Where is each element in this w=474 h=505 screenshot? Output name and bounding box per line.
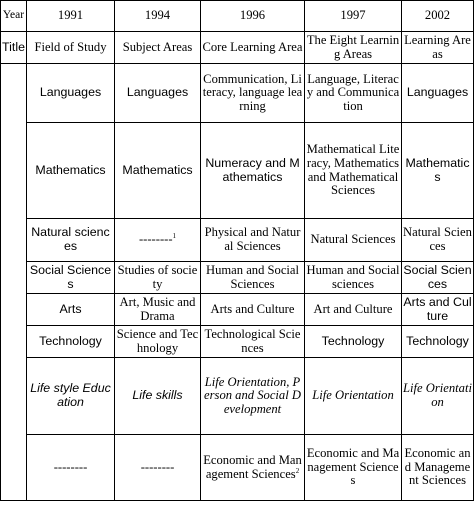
table-cell: Languages: [115, 64, 201, 123]
year-1991: 1991: [27, 1, 115, 32]
row-label-title: Title: [1, 32, 27, 64]
table-cell: Life style Education: [27, 358, 115, 435]
table-cell: --------: [115, 435, 201, 501]
table-cell: Technology: [305, 326, 402, 358]
table-cell: Technology: [402, 326, 474, 358]
table-cell: Mathematical Literacy, Mathematics and Mathematical Sciences: [305, 123, 402, 219]
table-row: [1, 326, 474, 358]
table-cell: Life Orientation: [402, 358, 474, 435]
year-2002: 2002: [402, 1, 474, 32]
table-cell: Studies of society: [115, 262, 201, 294]
year-1996: 1996: [201, 1, 305, 32]
table-cell: Mathematics: [115, 123, 201, 219]
cell-text: Economic and Management Sciences: [203, 452, 302, 481]
table-cell: Life Orientation: [305, 358, 402, 435]
table-row: [1, 123, 474, 219]
year-header-cell: Year: [1, 1, 27, 32]
table-cell: Technology: [27, 326, 115, 358]
table-cell: --------: [27, 435, 115, 501]
table-cell: Field of Study: [27, 32, 115, 64]
title-row: [1, 32, 474, 64]
table-cell: Languages: [402, 64, 474, 123]
table-cell: [201, 435, 305, 501]
year-1994: 1994: [115, 1, 201, 32]
table-cell: Subject Areas: [115, 32, 201, 64]
table-cell: Language, Literacy and Communication: [305, 64, 402, 123]
table-cell: Social Sciences: [27, 262, 115, 294]
table-cell: Mathematics: [402, 123, 474, 219]
table-cell: Human and Social sciences: [305, 262, 402, 294]
table-cell: Human and Social Sciences: [201, 262, 305, 294]
table-cell: Languages: [27, 64, 115, 123]
table-cell: Natural sciences: [27, 219, 115, 262]
table-cell: Art, Music and Drama: [115, 294, 201, 326]
footnote-marker: 1: [172, 232, 177, 241]
table-cell: Natural Sciences: [402, 219, 474, 262]
table-row: [1, 435, 474, 501]
table-cell: Communication, Literacy, language learning: [201, 64, 305, 123]
table-cell: Life skills: [115, 358, 201, 435]
table-cell: Social Sciences: [402, 262, 474, 294]
table-cell: Arts and Culture: [402, 294, 474, 326]
table-cell: Life Orientation, Person and Social Development: [201, 358, 305, 435]
table-cell: Science and Technology: [115, 326, 201, 358]
table-row: [1, 219, 474, 262]
table-cell: Arts: [27, 294, 115, 326]
table-cell: Core Learning Area: [201, 32, 305, 64]
table-cell: Economic and Management Sciences: [402, 435, 474, 501]
table-cell: Technological Sciences: [201, 326, 305, 358]
year-1997: 1997: [305, 1, 402, 32]
table-cell: Learning Areas: [402, 32, 474, 64]
table-row: [1, 358, 474, 435]
table-cell: Physical and Natural Sciences: [201, 219, 305, 262]
table-cell: Economic and Management Sciences: [305, 435, 402, 501]
table-cell: Numeracy and Mathematics: [201, 123, 305, 219]
table-cell: [115, 219, 201, 262]
table-row: [1, 262, 474, 294]
cell-text: --------: [138, 232, 173, 247]
table-row: [1, 64, 474, 123]
table-row: [1, 294, 474, 326]
table-cell: Mathematics: [27, 123, 115, 219]
table-cell: Arts and Culture: [201, 294, 305, 326]
row-label-cell: [1, 64, 27, 501]
header-row: [1, 1, 474, 32]
table-cell: Art and Culture: [305, 294, 402, 326]
table-cell: Natural Sciences: [305, 219, 402, 262]
table-cell: The Eight Learning Areas: [305, 32, 402, 64]
footnote-marker: 2: [295, 466, 300, 475]
